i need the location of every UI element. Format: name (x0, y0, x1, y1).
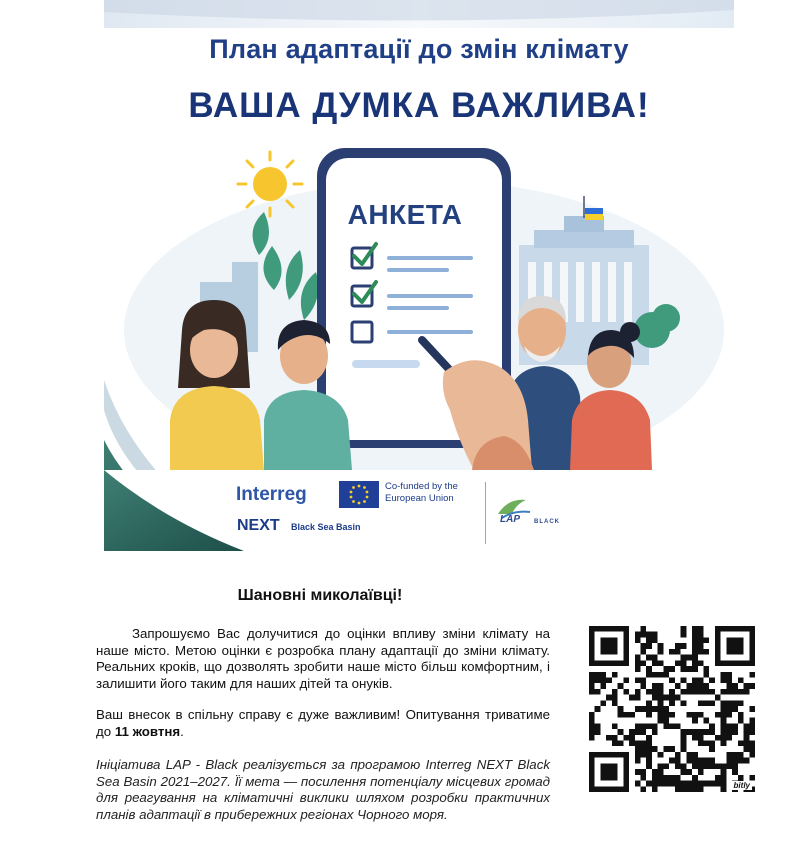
deadline-date: 11 жовтня (114, 723, 181, 739)
poster-title-line1: План адаптації до змін клімату (209, 34, 629, 64)
next-logo: NEXT (237, 517, 280, 534)
survey-qr-code[interactable] (589, 626, 755, 792)
invitation-paragraph: Запрошуємо Вас долучитися до оцінки впливу зміни клімату на наше місто. Метою оцінки є розробка плану адаптації до зміни клімату. Реальних кроків, що дозволять зробити наше місто більш комфортним, і залишити його таким для наших дітей та онуків. (96, 626, 550, 691)
lap-logo-text: LAP (500, 514, 520, 525)
poster-title-line2: ВАША ДУМКА ВАЖЛИВА! (188, 86, 650, 125)
ukraine-flag-icon (585, 208, 603, 220)
poster (104, 0, 734, 551)
greeting-heading: Шановні миколаївці! (237, 587, 403, 604)
poster-illustration (104, 0, 734, 551)
deadline-end: . (180, 723, 184, 739)
interreg-logo: Interreg (236, 484, 307, 505)
logo-divider (485, 482, 486, 544)
initiative-paragraph: Ініціатива LAP - Black реалізується за програмою Interreg NEXT Black Sea Basin 2021–2027. Її мета — посилення потенціалу місцевих громад для реагування на кліматичні виклики шляхом розробки практичних планів адаптації в прибережних регіонах Чорного моря. (96, 757, 550, 822)
deadline-text: Ваш внесок в спільну справу є дуже важливим! Опитування триватиме до (96, 707, 550, 739)
qr-bitly-label: bitly (733, 781, 750, 790)
eu-flag-icon (339, 481, 379, 508)
deadline-paragraph (96, 707, 550, 740)
eu-cofunded-label: Co-funded by the European Union (385, 481, 458, 504)
black-sea-basin-label: Black Sea Basin (291, 522, 361, 532)
qr-code-icon (589, 626, 755, 792)
form-heading: АНКЕТА (347, 199, 463, 230)
lap-black-text: BLACK (534, 519, 560, 525)
